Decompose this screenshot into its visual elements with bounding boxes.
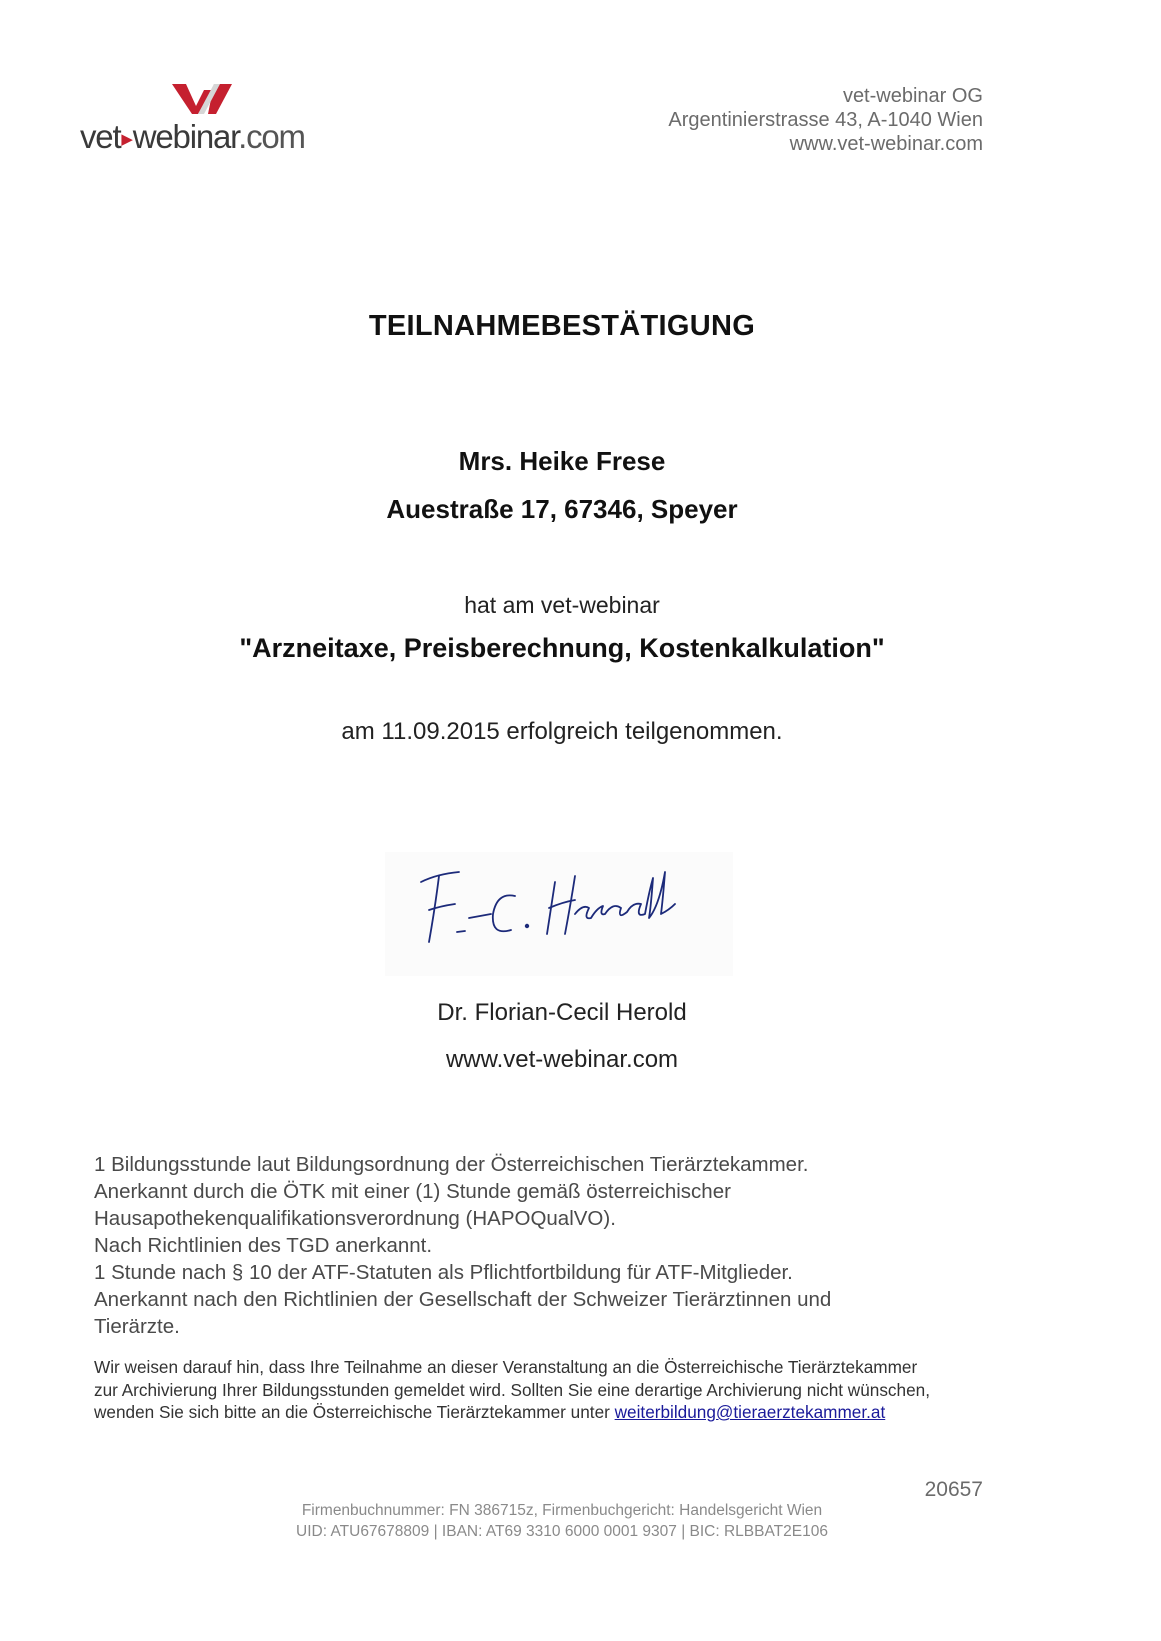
recipient-address: Auestraße 17, 67346, Speyer bbox=[386, 494, 738, 524]
handwritten-signature bbox=[385, 852, 733, 976]
credit-line: Hausapothekenqualifikationsverordnung (HAPOQualVO). bbox=[94, 1207, 616, 1230]
notice-line-3-text: wenden Sie sich bitte an die Österreichische Tierärztekammer unter bbox=[94, 1402, 615, 1422]
company-footer bbox=[0, 1500, 1124, 1542]
sender-street: Argentinierstrasse 43, A-1040 Wien bbox=[668, 109, 983, 131]
company-logo bbox=[80, 80, 330, 160]
sender-web: www.vet-webinar.com bbox=[789, 133, 983, 155]
signature-image bbox=[385, 852, 733, 976]
course-title: "Arzneitaxe, Preisberechnung, Kostenkalkulation" bbox=[239, 633, 885, 663]
recipient-name: Mrs. Heike Frese bbox=[458, 446, 666, 476]
footer-bank: UID: ATU67678809 | IBAN: AT69 3310 6000 0001 9307 | BIC: RLBBAT2E106 bbox=[296, 1523, 828, 1540]
credit-line: Tierärzte. bbox=[94, 1315, 180, 1338]
credit-line: 1 Bildungsstunde laut Bildungsordnung der Österreichischen Tierärztekammer. bbox=[94, 1153, 809, 1176]
credit-line: Anerkannt durch die ÖTK mit einer (1) Stunde gemäß österreichischer bbox=[94, 1180, 731, 1203]
vw-logo-mark bbox=[170, 82, 234, 116]
intro-text: hat am vet-webinar bbox=[464, 592, 660, 618]
signer-website: www.vet-webinar.com bbox=[445, 1046, 679, 1073]
participation-date: am 11.09.2015 erfolgreich teilgenommen. bbox=[341, 718, 783, 745]
chamber-email-link[interactable]: weiterbildung@tieraerztekammer.at bbox=[614, 1402, 886, 1422]
signer-name: Dr. Florian-Cecil Herold bbox=[437, 999, 687, 1026]
credit-line: Anerkannt nach den Richtlinien der Gesellschaft der Schweizer Tierärztinnen und bbox=[94, 1288, 832, 1311]
credit-line: 1 Stunde nach § 10 der ATF-Statuten als Pflichtfortbildung für ATF-Mitglieder. bbox=[94, 1261, 793, 1284]
notice-line-3 bbox=[94, 1401, 1054, 1424]
credits-list bbox=[94, 1151, 1034, 1340]
document-number: 20657 bbox=[924, 1478, 983, 1501]
notice-line-1: Wir weisen darauf hin, dass Ihre Teilnahme an dieser Veranstaltung an die Österreichische Tierärztekammer bbox=[94, 1357, 918, 1377]
notice-line-2: zur Archivierung Ihrer Bildungsstunden gemeldet wird. Sollten Sie eine derartige Archivierung nicht wünschen, bbox=[94, 1379, 930, 1400]
logo-wordmark bbox=[80, 118, 305, 156]
logo-brand-word: webinar bbox=[132, 118, 239, 155]
credit-line: Nach Richtlinien des TGD anerkannt. bbox=[94, 1234, 433, 1257]
sender-company: vet-webinar OG bbox=[842, 85, 983, 107]
triangle-right-icon: ▶ bbox=[121, 131, 132, 149]
logo-brand-tld: .com bbox=[238, 118, 305, 155]
sender-address bbox=[668, 84, 983, 156]
logo-brand-main: vet bbox=[80, 118, 121, 155]
archiving-notice bbox=[94, 1356, 1054, 1424]
footer-registry: Firmenbuchnummer: FN 386715z, Firmenbuchgericht: Handelsgericht Wien bbox=[301, 1502, 823, 1519]
document-title: TEILNAHMEBESTÄTIGUNG bbox=[368, 310, 756, 342]
